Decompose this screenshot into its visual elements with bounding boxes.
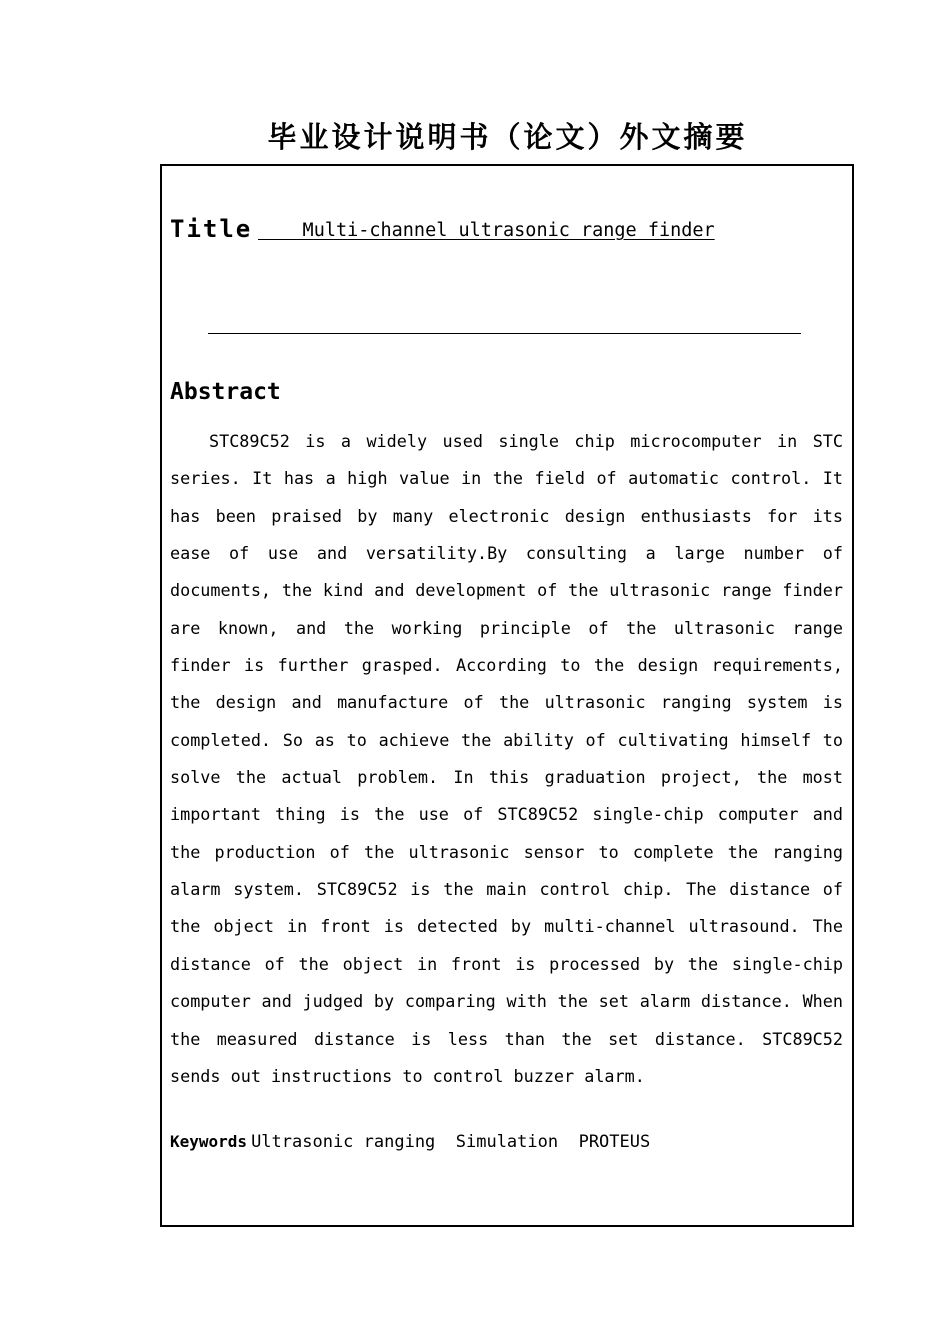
keywords-label: Keywords <box>170 1132 248 1151</box>
abstract-body: STC89C52 is a widely used single chip microcomputer in STC series. It has a high value in the field of automatic control. It has been praised by many electronic design enthusiasts for its ease of use and versatility.By consulting a large number of documents, the kind and development of the ultrasonic range finder are known, and the working principle of the ultrasonic range finder is further grasped. According to the design requirements, the design and manufacture of the ultrasonic ranging system is completed. So as to achieve the ability of cultivating himself to solve the actual problem. In this graduation project, the most important thing is the use of STC89C52 single-chip computer and the production of the ultrasonic sensor to complete the ranging alarm system. STC89C52 is the main control chip. The distance of the object in front is detected by multi-channel ultrasound. The distance of the object in front is processed by the single-chip computer and judged by comparing with the set alarm distance. When the measured distance is less than the set distance. STC89C52 sends out instructions to control buzzer alarm. <box>170 431 843 1086</box>
keywords-value: Ultrasonic ranging Simulation PROTEUS <box>251 1132 651 1152</box>
title-value: Multi-channel ultrasonic range finder <box>258 220 715 241</box>
title-label: Title <box>170 215 253 243</box>
abstract-heading: Abstract <box>170 379 281 405</box>
title-continuation-line <box>208 333 801 334</box>
keywords-row <box>170 1129 650 1156</box>
document-heading: 毕业设计说明书（论文）外文摘要 <box>267 120 748 154</box>
